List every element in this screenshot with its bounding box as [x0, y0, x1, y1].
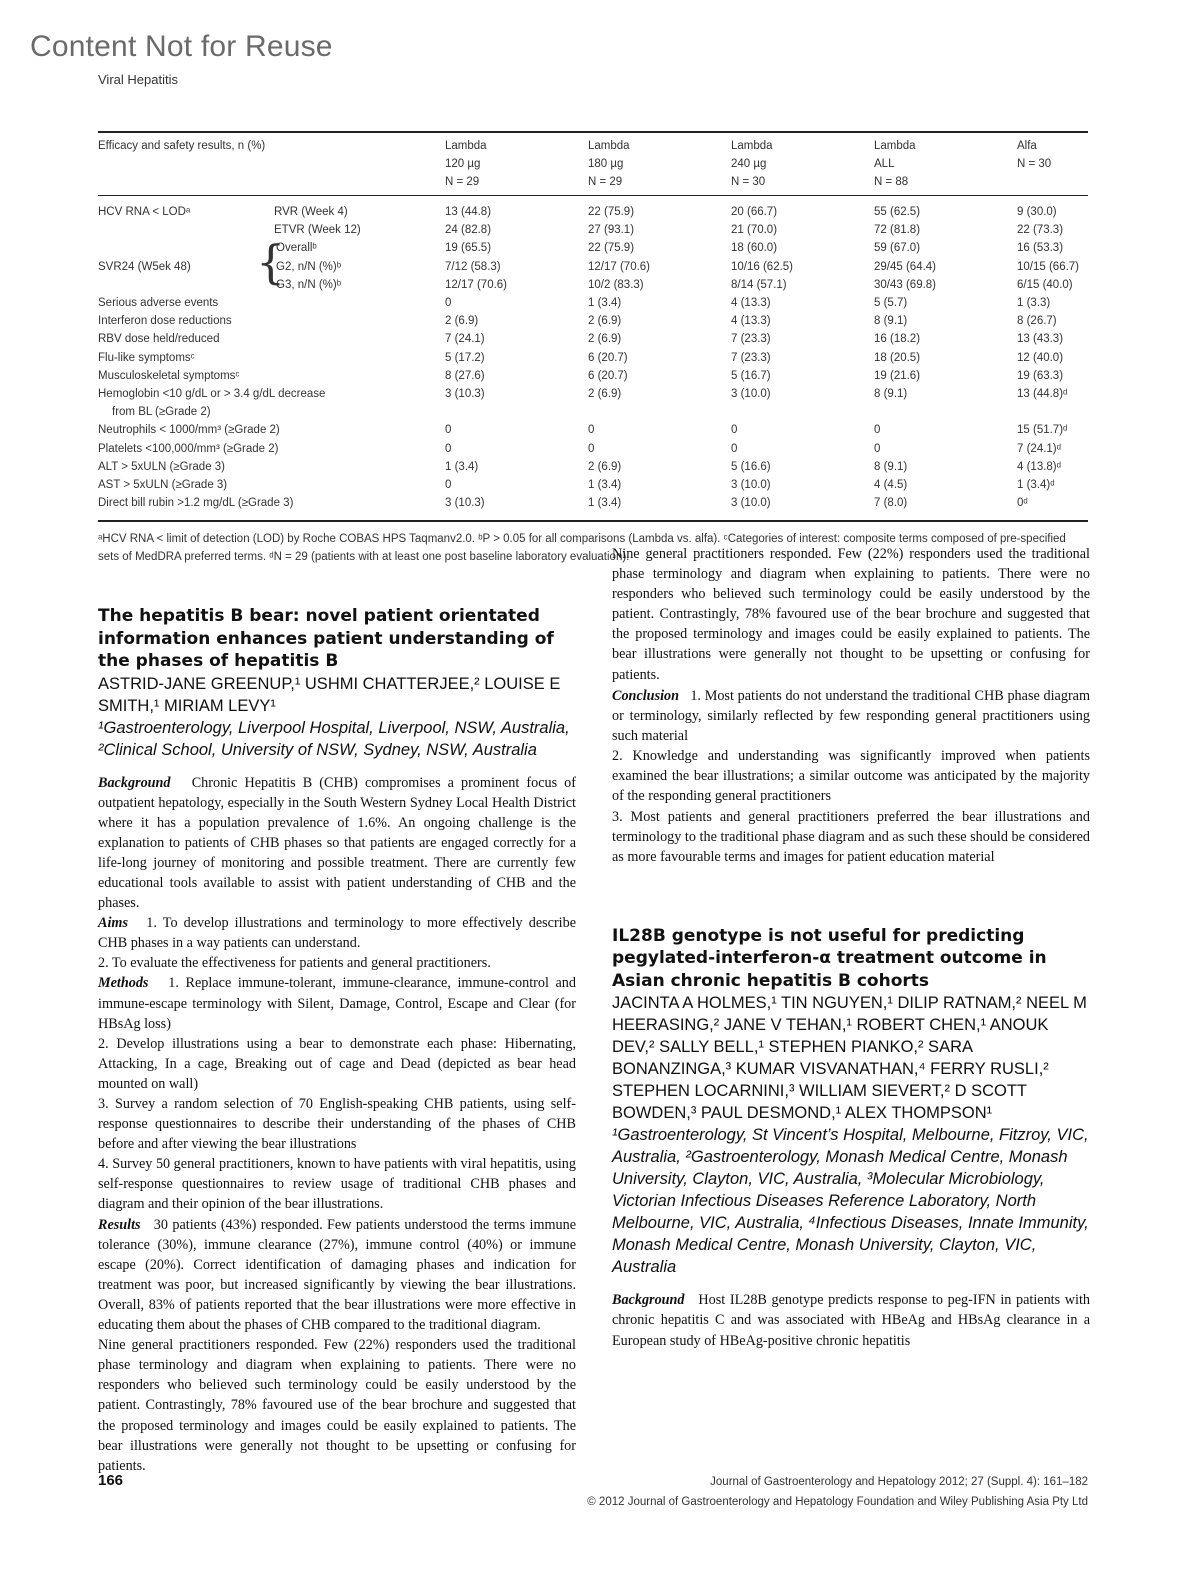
table-row-label: Direct bill rubin >1.2 mg/dL (≥Grade 3) [98, 497, 294, 510]
table-cell: 3 (10.0) [731, 479, 771, 491]
table-cell: 13 (43.3) [1017, 333, 1064, 346]
table-cell: 1 (3.3) [1017, 297, 1051, 309]
abstract-title: IL28B genotype is not useful for predicting pegylated-interferon-α treatment outcome in Asian chronic hepatitis B cohorts [612, 925, 1047, 991]
table-header-col: Alfa N = 30 [1017, 140, 1052, 170]
methods-item: 2. Develop illustrations using a bear to demonstrate each phase: Hibernating, Attacking, In a cage, Breaking out of cage and Dead (depicted as bear head mounted on wall) [98, 1035, 576, 1092]
table-cell: 6 (20.7) [588, 351, 628, 364]
table-cell: 8 (9.1) [874, 315, 908, 328]
table-cell: 10/15 (66.7) [1017, 260, 1080, 273]
table-cell: 30/43 (69.8) [874, 278, 937, 291]
abstract-affiliation: ¹Gastroenterology, Liverpool Hospital, Liverpool, NSW, Australia, ²Clinical School, University of NSW, Sydney, NSW, Australia [98, 718, 570, 759]
section-label: Viral Hepatitis [98, 72, 178, 87]
table-row-sublabel: RVR (Week 4) [274, 206, 348, 218]
table-row-sublabel: ETVR (Week 12) [274, 224, 361, 237]
table-row-label: Flu-like symptomsᶜ [98, 351, 195, 364]
table-cell: 4 (13.3) [731, 315, 771, 328]
table-cell: 16 (53.3) [1017, 242, 1064, 255]
results-paragraph: Results 30 patients (43%) responded. Few patients understood the terms immune tolerance (30%), immune clearance (27%), immune control (40%) or immune escape (20%). Correct identification of damaging phases and indication for treatment was poor, but increased significantly by viewing the bear illustrations. Overall, 83% of patients reported that the bear illustrations were more effective in educating them about the phases of CHB compared to the traditional diagram. [98, 1216, 577, 1334]
methods-paragraph: Methods 1. Replace immune-tolerant, immune-clearance, immune-control and immune-escape terminology with Silent, Damage, Control, Escape and Clear (for HBsAg loss) [98, 975, 576, 1032]
table-cell: 18 (60.0) [731, 242, 778, 255]
aims-item: 2. To evaluate the effectiveness for patients and general practitioners. [98, 955, 491, 972]
table-cell: 4 (13.8)ᵈ [1017, 460, 1061, 473]
table-cell: 4 (4.5) [874, 479, 908, 491]
table-cell: 8 (26.7) [1017, 315, 1057, 328]
table-cell: 19 (63.3) [1017, 369, 1064, 382]
table-cell: 27 (93.1) [588, 224, 635, 237]
abstract-column-right [612, 546, 1091, 1351]
table-cell: 22 (73.3) [1017, 224, 1064, 237]
table-row-sublabel: G3, n/N (%)ᵇ [276, 278, 342, 291]
table-row-label: Interferon dose reductions [98, 315, 232, 328]
table-cell: 12/17 (70.6) [445, 278, 508, 291]
table-header-col: Lambda 180 µg N = 29 [588, 140, 630, 188]
table-header-col: Lambda 240 µg N = 30 [731, 140, 773, 188]
table-cell: 2 (6.9) [445, 315, 479, 328]
table-cell: 5 (17.2) [445, 351, 485, 364]
table-cell: 22 (75.9) [588, 206, 635, 218]
page-number: 166 [98, 1472, 124, 1489]
table-header-col: Lambda ALL N = 88 [874, 140, 916, 188]
methods-item: 3. Survey a random selection of 70 English-speaking CHB patients, using self-response questionnaires to describe their understanding of the phases of CHB before and after viewing the bear illustrations [98, 1096, 576, 1153]
abstract-authors: ASTRID-JANE GREENUP,¹ USHMI CHATTERJEE,² LOUISE E SMITH,¹ MIRIAM LEVY¹ [98, 674, 561, 715]
table-cell: 72 (81.8) [874, 224, 921, 237]
table-cell: 16 (18.2) [874, 333, 921, 346]
table-cell: 2 (6.9) [588, 460, 622, 473]
table-row-sublabel: G2, n/N (%)ᵇ [276, 260, 342, 273]
table-cell: 19 (21.6) [874, 369, 921, 382]
table-cell: 55 (62.5) [874, 206, 921, 218]
table-cell: 0 [874, 442, 881, 455]
conclusion-item: 2. Knowledge and understanding was significantly improved when patients examined the bear illustrations; a similar outcome was anticipated by the majority of the responding general practitioners [612, 748, 1090, 805]
table-cell: 13 (44.8)ᵈ [1017, 388, 1068, 400]
table-cell: 1 (3.4) [445, 460, 479, 473]
table-cell: 2 (6.9) [588, 333, 622, 346]
table-cell: 13 (44.8) [445, 206, 492, 218]
table-header-rule [98, 195, 1088, 196]
table-cell: 15 (51.7)ᵈ [1017, 424, 1068, 437]
table-row-label: RBV dose held/reduced [98, 333, 220, 346]
table-header-first: Efficacy and safety results, n (%) [98, 140, 266, 152]
table-cell: 1 (3.4) [588, 497, 622, 510]
table-cell: 0 [731, 424, 738, 437]
table-cell: 10/2 (83.3) [588, 278, 644, 291]
table-cell: 5 (5.7) [874, 297, 908, 309]
abstract-column-left [98, 605, 577, 1474]
table-cell: 0 [874, 424, 881, 437]
table-cell: 6 (20.7) [588, 369, 628, 382]
abstract-affiliation: ¹Gastroenterology, St Vincent’s Hospital, Melbourne, Fitzroy, VIC, Australia, ²Gastroenterology, Monash Medical Centre, Monash University, Clayton, VIC, Australia, ³Molecular Microbiology, Victorian Infectious Diseases Reference Laboratory, North Melbourne, VIC, Australia, ⁴Infectious Diseases, Innate Immunity, Monash Medical Centre, Monash University, Clayton, VIC, Australia [612, 1126, 1089, 1277]
table-cell: 0 [445, 479, 452, 491]
table-row-label: SVR24 (W5ek 48) [98, 260, 191, 273]
table-cell: 12/17 (70.6) [588, 260, 651, 273]
table-cell: 12 (40.0) [1017, 351, 1064, 364]
table-cell: 1 (3.4) [588, 479, 622, 491]
table-cell: 19 (65.5) [445, 242, 492, 255]
table-cell: 1 (3.4)ᵈ [1017, 479, 1055, 491]
table-cell: 7/12 (58.3) [445, 260, 501, 273]
aims-paragraph: Aims 1. To develop illustrations and terminology to more effectively describe CHB phases in a way patients can understand. [98, 915, 576, 952]
table-cell: 59 (67.0) [874, 242, 921, 255]
table-row-label: Platelets <100,000/mm³ (≥Grade 2) [98, 442, 279, 455]
table-row-label: Hemoglobin <10 g/dL or > 3.4 g/dL decrease [98, 388, 326, 400]
table-cell: 3 (10.0) [731, 497, 771, 510]
table-cell: 7 (23.3) [731, 333, 771, 346]
conclusion-paragraph: Conclusion 1. Most patients do not understand the traditional CHB phase diagram or terminology, similarly reflected by few responding general practitioners using such material [612, 688, 1091, 745]
table-cell: 3 (10.3) [445, 497, 485, 510]
table-cell: 4 (13.3) [731, 297, 771, 309]
table-row-label: Neutrophils < 1000/mm³ (≥Grade 2) [98, 424, 280, 437]
table-cell: 21 (70.0) [731, 224, 778, 237]
table-row-label: ALT > 5xULN (≥Grade 3) [98, 460, 226, 473]
table-cell: 7 (24.1) [445, 333, 485, 346]
journal-citation: Journal of Gastroenterology and Hepatology 2012; 27 (Suppl. 4): 161–182 [710, 1476, 1088, 1488]
table-top-rule [98, 131, 1088, 133]
table-row-sublabel: Overallᵇ [276, 242, 317, 255]
table-cell: 9 (30.0) [1017, 206, 1057, 218]
table-cell: 29/45 (64.4) [874, 260, 937, 273]
table-cell: 6/15 (40.0) [1017, 278, 1073, 291]
table-cell: 0 [445, 442, 452, 455]
table-cell: 0 [588, 424, 595, 437]
abstract-title: The hepatitis B bear: novel patient orientated information enhances patient understanding of the phases of hepatitis B [98, 606, 554, 671]
methods-item: 4. Survey 50 general practitioners, known to have patients with viral hepatitis, using self-response questionnaires to review usage of traditional CHB phases and diagram and their opinion of the bear illustrations. [98, 1156, 576, 1213]
table-bottom-rule [98, 520, 1088, 522]
copyright-notice: © 2012 Journal of Gastroenterology and Hepatology Foundation and Wiley Publishing Asia Pty Ltd [587, 1496, 1088, 1508]
conclusion-item: 3. Most patients and general practitioners preferred the bear illustrations and terminology to the traditional phase diagram and as such these should be considered as more favourable terms and images for patient education material [612, 808, 1090, 865]
background-paragraph: Background Chronic Hepatitis B (CHB) compromises a prominent focus of outpatient hepatology, especially in the South Western Sydney Local Health District where it has a population prevalence of 1.6%. An ongoing challenge is the explanation to patients of CHB phases so that patients are engaged correctly for a life-long journey of monitoring and possible treatment. There are currently few educational tools available to assist with patient understanding of CHB and the phases. [98, 774, 576, 912]
table-row-label: from BL (≥Grade 2) [112, 406, 211, 419]
table-cell: 8 (27.6) [445, 369, 485, 382]
table-cell: 8/14 (57.1) [731, 278, 787, 291]
svr-brace: { [256, 235, 286, 289]
table-cell: 0 [445, 424, 452, 437]
table-footnote: ᵃHCV RNA < limit of detection (LOD) by Roche COBAS HPS Taqmanv2.0. ᵇP > 0.05 for all comparisons (Lambda vs. alfa). ᶜCategories of interest: composite terms composed of pre-specified sets of MedDRA preferred terms. ᵈN = 29 (patients with at least one post baseline laboratory evaluation). [98, 533, 1066, 563]
table-cell: 24 (82.8) [445, 224, 492, 237]
table-cell: 20 (66.7) [731, 206, 778, 218]
table-cell: 3 (10.0) [731, 388, 771, 400]
results-continued: Nine general practitioners responded. Few (22%) responders used the traditional phase terminology and diagram when explaining to patients. There were no responders who believed such terminology could be easily understood by the patient. Contrastingly, 78% favoured use of the bear brochure and suggested that the proposed terminology and images could be easily explained to patients. The bear illustrations were generally not thought to be upsetting or confusing for patients. [612, 546, 1090, 683]
table-cell: 0 [588, 442, 595, 455]
watermark-text: Content Not for Reuse [30, 30, 333, 63]
background-paragraph: Background Host IL28B genotype predicts response to peg-IFN in patients with chronic hepatitis C and was associated with HBeAg and HBsAg clearance in a European study of HBeAg-positive chronic hepatitis [612, 1292, 1090, 1349]
table-cell: 7 (8.0) [874, 497, 908, 510]
table-cell: 22 (75.9) [588, 242, 635, 255]
table-cell: 7 (23.3) [731, 351, 771, 364]
table-cell: 10/16 (62.5) [731, 260, 794, 273]
table-cell: 1 (3.4) [588, 297, 622, 309]
table-cell: 2 (6.9) [588, 315, 622, 328]
table-cell: 0 [445, 297, 452, 309]
table-row-label: Serious adverse events [98, 297, 219, 309]
table-cell: 8 (9.1) [874, 460, 908, 473]
table-row-label: HCV RNA < LODᵃ [98, 206, 191, 218]
table-cell: 3 (10.3) [445, 388, 485, 400]
table-cell: 8 (9.1) [874, 388, 908, 400]
table-header-col: Lambda 120 µg N = 29 [445, 140, 487, 188]
abstract-authors: JACINTA A HOLMES,¹ TIN NGUYEN,¹ DILIP RATNAM,² NEEL M HEERASING,² JANE V TEHAN,¹ ROBERT CHEN,¹ ANOUK DEV,² SALLY BELL,¹ STEPHEN PIANKO,² SARA BONANZINGA,³ KUMAR VISVANATHAN,⁴ FERRY RUSLI,² STEPHEN LOCARNINI,³ WILLIAM SIEVERT,² D SCOTT BOWDEN,³ PAUL DESMOND,¹ ALEX THOMPSON¹ [612, 994, 1087, 1123]
table-cell: 5 (16.6) [731, 460, 771, 473]
table-cell: 5 (16.7) [731, 369, 771, 382]
table-cell: 7 (24.1)ᵈ [1017, 442, 1061, 455]
table-cell: 2 (6.9) [588, 388, 622, 400]
table-cell: 0 [731, 442, 738, 455]
table-row-label: AST > 5xULN (≥Grade 3) [98, 479, 228, 491]
table-row-label: Musculoskeletal symptomsᶜ [98, 369, 240, 382]
table-cell: 0ᵈ [1017, 497, 1028, 510]
results-paragraph-2: Nine general practitioners responded. Few (22%) responders used the traditional phase terminology and diagram when explaining to patients. There were no responders who believed such terminology could be easily understood by the patient. Contrastingly, 78% favoured use of the bear brochure and suggested that the proposed terminology and images could be easily explained to patients. The bear illustrations were generally not thought to be upsetting or confusing for patients. [98, 1337, 576, 1474]
table-cell: 18 (20.5) [874, 351, 921, 364]
